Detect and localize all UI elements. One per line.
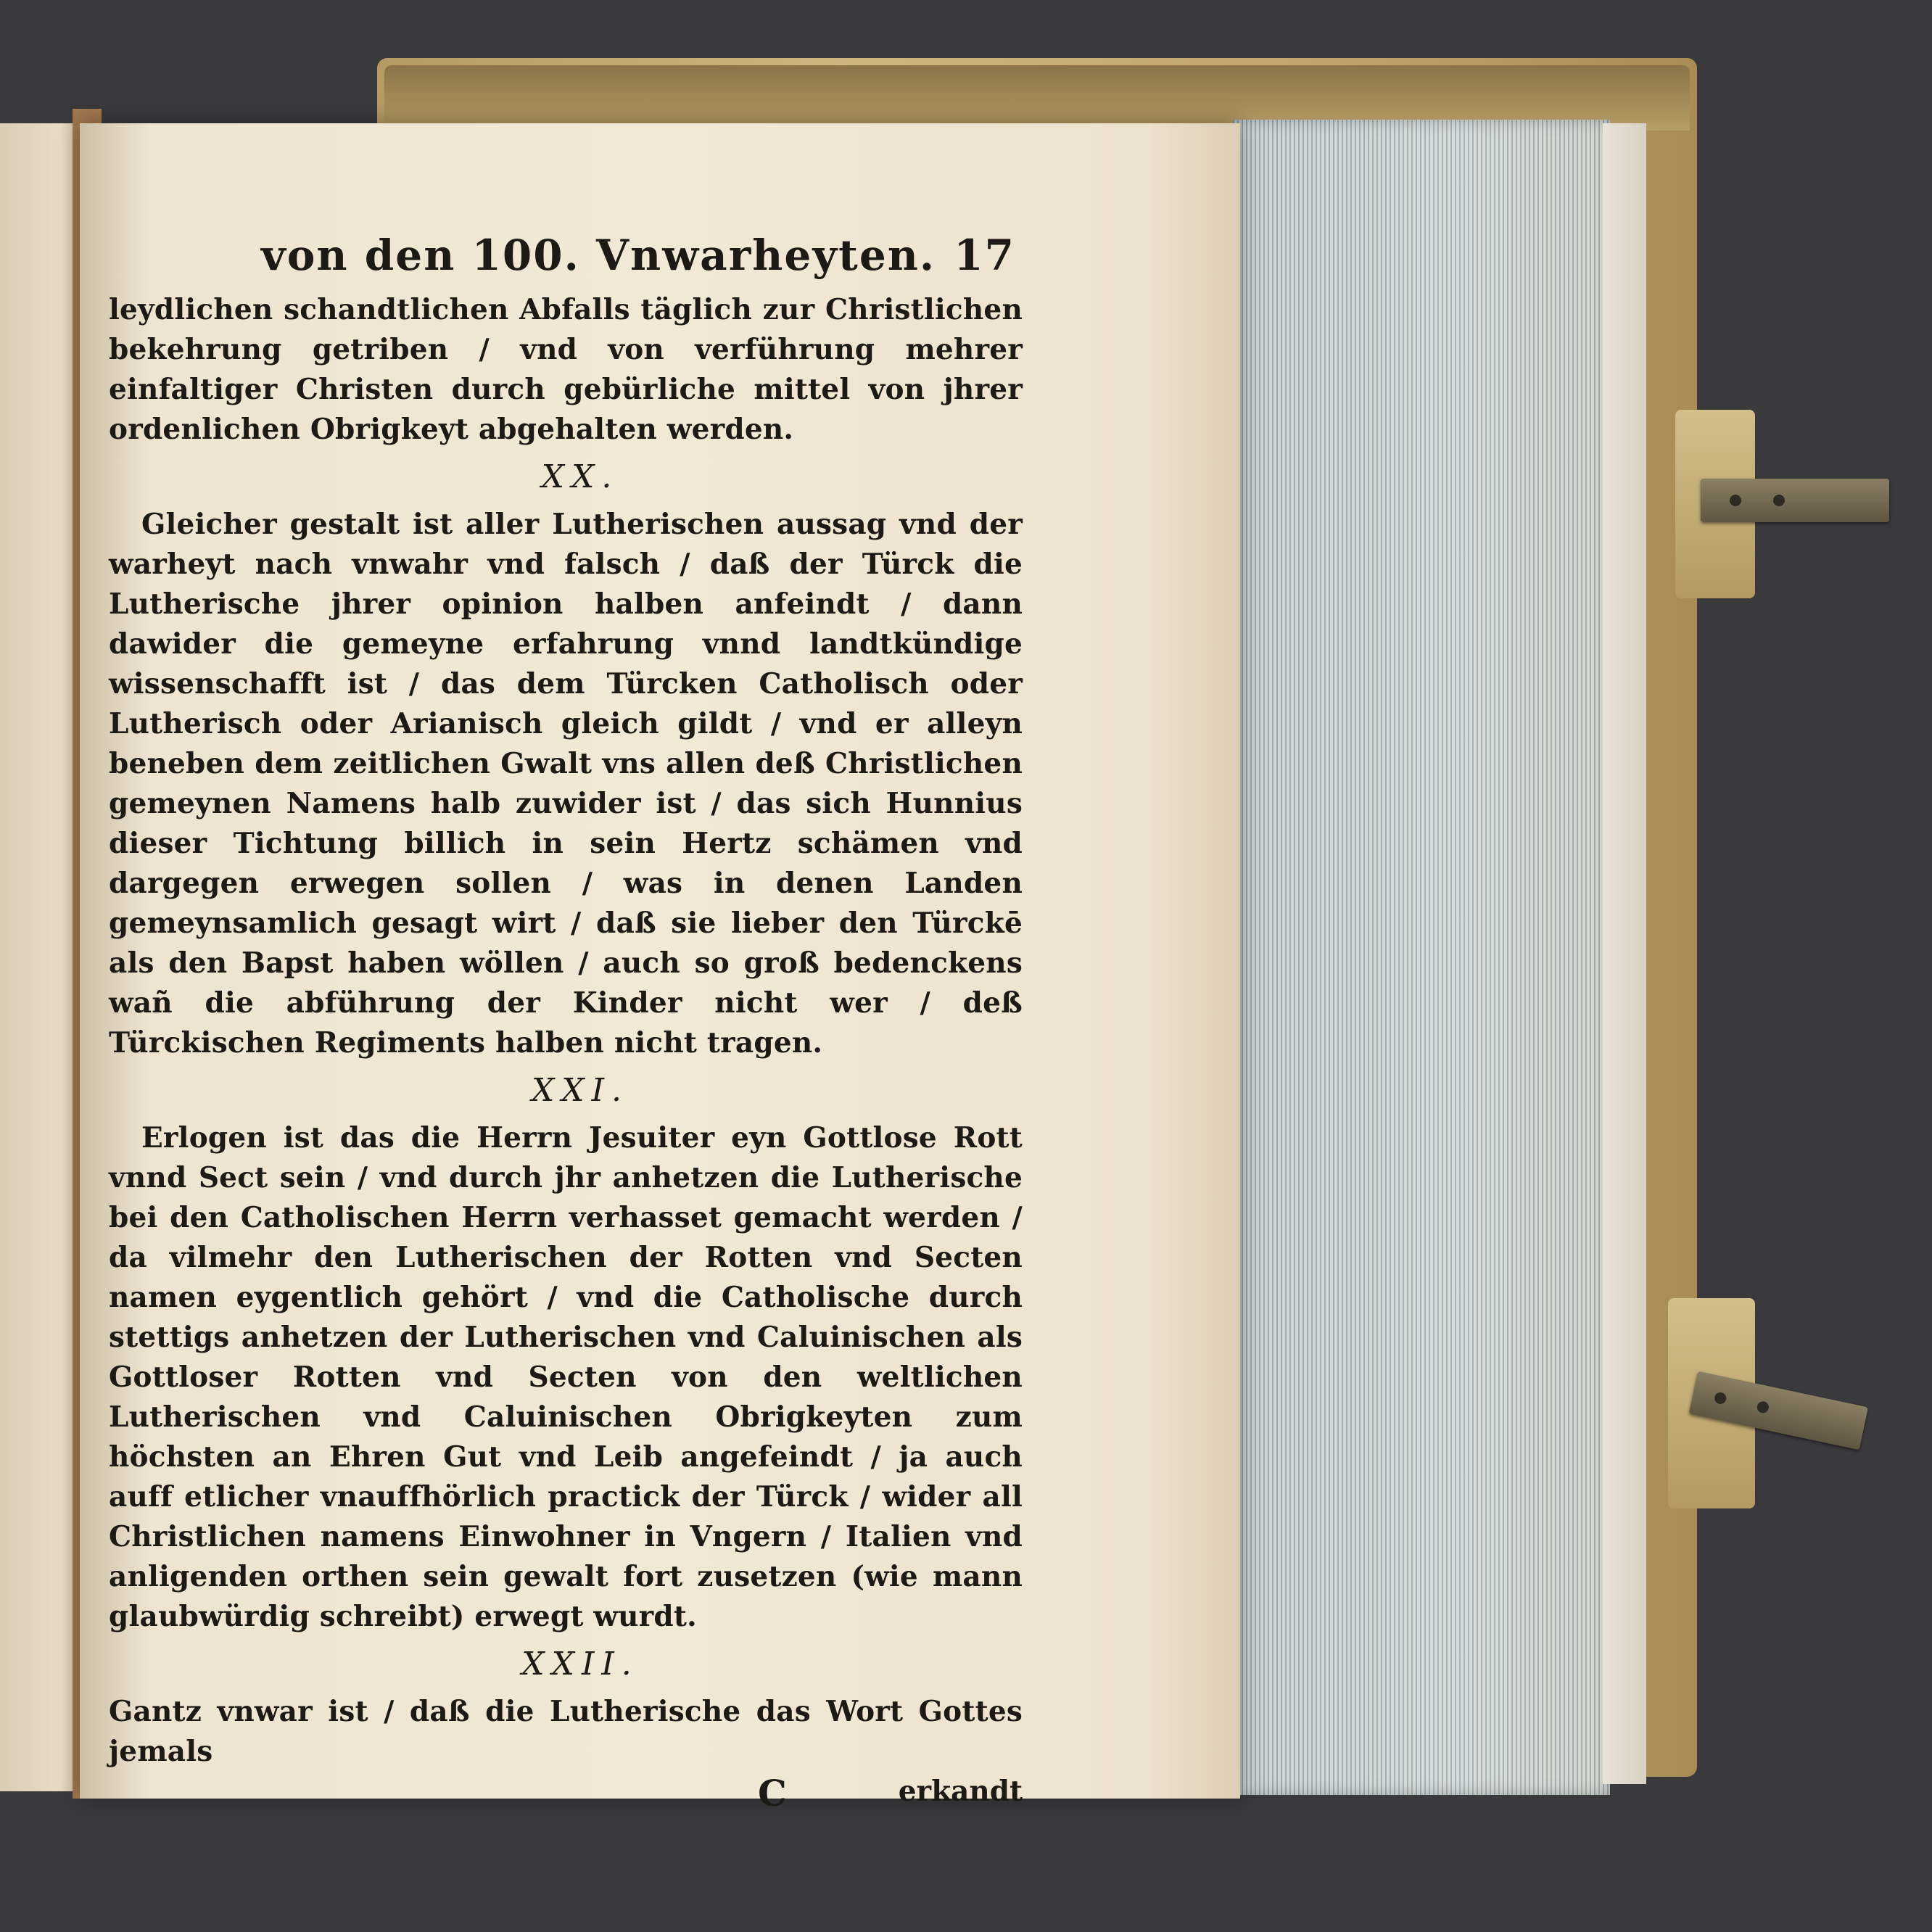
signature-mark: C [758,1772,787,1815]
catchword: erkandt [898,1775,1023,1808]
upper-clasp [1701,479,1889,522]
running-title: von den 100. Vnwarheyten. [261,231,936,280]
page-number: 17 [954,231,1015,280]
section-heading-xxi: XXI. [531,1072,629,1109]
paragraph-xx: Gleicher gestalt ist aller Lutherischen aussag vnd der warheyt nach vnwahr vnd falsch / daß der Türck die Lutherische jhrer opinion halben anfeindt / dann dawider die gemeyne erfahrung vnnd landtkündige wissenschafft ist / das dem Türcken Catholisch oder Lutherisch oder Arianisch gleich gildt / vnd er alleyn beneben dem zeitlichen Gwalt vns allen deß Christlichen gemeynen Namens halb zuwider ist / das sich Hunnius dieser Tichtung billich in sein Hertz schämen vnd dargegen erwegen sollen / was in denen Landen gemeynsamlich gesagt wirt / daß sie lieber den Türckē als den Bapst haben wöllen / auch so groß bedenckens wañ die abführung der Kinder nicht wer / deß Türckischen Regiments halben nicht tragen. [109,508,1023,1060]
running-head [109,218,1023,290]
page-footer [109,1772,1023,1815]
paragraph-continuation: leydlichen schandtlichen Abfalls täglich zur Christlichen bekehrung getriben / vnd von verführung mehrer einfaltiger Christen durch gebürliche mittel von jhrer ordenlichen Obrigkeyt abgehalten werden. [109,293,1023,446]
paragraph-xxii: Gantz vnwar ist / daß die Lutherische das Wort Gottes jemals [109,1695,1023,1768]
paragraph-xxi: Erlogen ist das die Herrn Jesuiter eyn Gottlose Rott vnnd Sect sein / vnd durch jhr anhetzen die Lutherische bei den Catholischen Herrn verhasset gemacht werden / da vilmehr den Lutherischen der Rotten vnd Secten namen eygentlich gehört / vnd die Catholische durch stettigs anhetzen der Lutherischen vnd Caluinischen als Gottloser Rotten vnd Secten von den weltlichen Lutherischen vnd Caluinischen Obrigkeyten zum höchsten an Ehren Gut vnd Leib angefeindt / ja auch auff etlicher vnauffhörlich practick der Türck / wider all Christlichen namens Einwohner in Vngern / Italien vnd anligenden orthen sein gewalt fort zusetzen (wie mann glaubwürdig schreibt) erwegt wurdt. [109,1121,1023,1633]
fore-edge [1603,123,1646,1784]
section-heading-xx: XX. [541,458,619,495]
page-text [109,218,1023,1815]
clasp-rivet-icon [1714,1391,1727,1405]
clasp-rivet-icon [1730,495,1741,506]
section-heading-xxii: XXII. [521,1646,639,1683]
clasp-rivet-icon [1756,1400,1770,1414]
clasp-rivet-icon [1773,495,1785,506]
page-block-edges [1233,120,1610,1795]
